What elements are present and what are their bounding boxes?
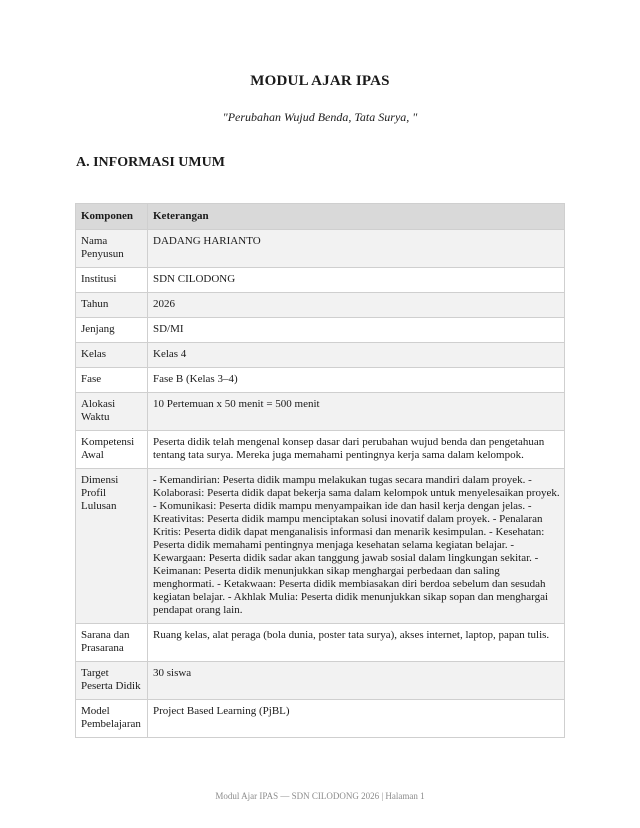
row-value: DADANG HARIANTO (148, 230, 565, 268)
column-header-keterangan: Keterangan (148, 204, 565, 230)
row-value: SDN CILODONG (148, 268, 565, 293)
row-value: 30 siswa (148, 662, 565, 700)
row-key: Tahun (76, 293, 148, 318)
table-row (76, 624, 565, 662)
row-key: Target Peserta Didik (76, 662, 148, 700)
section-heading: A. INFORMASI UMUM (76, 155, 225, 170)
table-row (76, 662, 565, 700)
row-value: - Kemandirian: Peserta didik mampu melakukan tugas secara mandiri dalam proyek. - Kolaborasi: Peserta didik dapat bekerja sama dalam kelompok untuk menyelesaikan proyek. - Komunikasi: Peserta didik mampu menyampaikan ide dan hasil kerja dengan jelas. - Kreativitas: Peserta didik mampu menciptakan solusi inovatif dalam proyek. - Penalaran Kritis: Peserta didik dapat menganalisis informasi dan menarik kesimpulan. - Kesehatan: Peserta didik memahami pentingnya menjaga kesehatan selama kegiatan belajar. - Kewargaan: Peserta didik sadar akan tanggung jawab sosial dalam lingkungan sekitar. - Keimanan: Peserta didik menunjukkan sikap menghargai perbedaan dan saling menghormati. - Ketakwaan: Peserta didik membiasakan diri berdoa sebelum dan sesudah kegiatan belajar. - Akhlak Mulia: Peserta didik menunjukkan sikap sopan dan menghargai pendapat orang lain. (148, 469, 565, 624)
row-key: Nama Penyusun (76, 230, 148, 268)
table-row (76, 368, 565, 393)
table-row (76, 700, 565, 738)
row-value: Fase B (Kelas 3–4) (148, 368, 565, 393)
row-key: Model Pembelajaran (76, 700, 148, 738)
row-key: Dimensi Profil Lulusan (76, 469, 148, 624)
row-key: Institusi (76, 268, 148, 293)
row-key: Fase (76, 368, 148, 393)
row-value: Ruang kelas, alat peraga (bola dunia, poster tata surya), akses internet, laptop, papan tulis. (148, 624, 565, 662)
row-value: Project Based Learning (PjBL) (148, 700, 565, 738)
page-footer: Modul Ajar IPAS — SDN CILODONG 2026 | Halaman 1 (215, 791, 425, 801)
column-header-komponen: Komponen (76, 204, 148, 230)
row-key: Sarana dan Prasarana (76, 624, 148, 662)
row-value: 10 Pertemuan x 50 menit = 500 menit (148, 393, 565, 431)
table-row (76, 431, 565, 469)
row-value: Kelas 4 (148, 343, 565, 368)
row-key: Kompetensi Awal (76, 431, 148, 469)
table-row (76, 268, 565, 293)
table-row (76, 393, 565, 431)
table-row (76, 293, 565, 318)
info-table (75, 203, 565, 738)
table-row (76, 318, 565, 343)
row-key: Jenjang (76, 318, 148, 343)
row-value: 2026 (148, 293, 565, 318)
table-row (76, 343, 565, 368)
table-row (76, 469, 565, 624)
row-key: Alokasi Waktu (76, 393, 148, 431)
document-subtitle: "Perubahan Wujud Benda, Tata Surya, " (222, 110, 418, 124)
table-row (76, 230, 565, 268)
table-header-row (76, 204, 565, 230)
row-key: Kelas (76, 343, 148, 368)
document-title: MODUL AJAR IPAS (250, 73, 390, 89)
row-value: Peserta didik telah mengenal konsep dasar dari perubahan wujud benda dan pengetahuan tentang tata surya. Mereka juga memahami pentingnya kerja sama dalam kelompok. (148, 431, 565, 469)
row-value: SD/MI (148, 318, 565, 343)
